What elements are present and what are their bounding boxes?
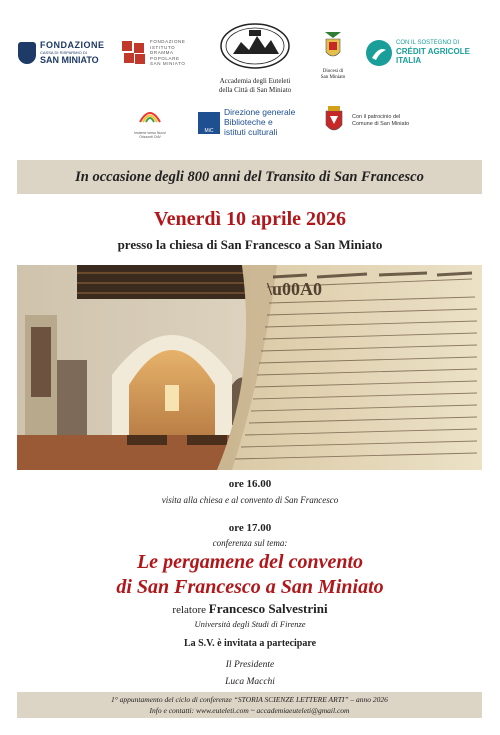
mic-line1: Direzione generale <box>224 107 296 118</box>
mic-line2: Biblioteche e <box>224 117 273 128</box>
president-name: Luca Macchi <box>225 677 275 687</box>
conference-title-line2: di San Francesco a San Miniato <box>116 576 384 598</box>
diocesi-line2: San Miniato <box>320 75 346 80</box>
footer-series: 1° appuntamento del ciclo di conferenze “STORIA SCIENZE LETTERE ARTI” – anno 2026 <box>111 695 388 704</box>
logo-comune <box>322 104 442 138</box>
visit-description: visita alla chiesa e al convento di San Francesco <box>161 495 339 505</box>
speaker-prefix: relatore <box>172 604 207 616</box>
event-date: Venerdì 10 aprile 2026 <box>153 208 347 230</box>
fsm-line3: SAN MINIATO <box>40 55 99 65</box>
conference-label: conferenza sul tema: <box>212 538 288 548</box>
occasion-text: In occasione degli 800 anni del Transito di San Francesco <box>75 168 424 185</box>
ca-line1: CON IL SOSTEGNO DI <box>396 40 460 47</box>
comune-line1: Con il patrocinio del <box>352 113 401 120</box>
speaker-line <box>0 601 500 617</box>
logo-diocesi <box>316 30 350 81</box>
shield-icon <box>18 42 36 64</box>
accademia-line1: Accademia degli Euteleti <box>219 77 291 85</box>
idi-line: FONDAZIONE <box>150 38 186 44</box>
insieme-text: Insieme verso Nuovi Orizzonti OdV <box>134 131 166 140</box>
logo-ministero-cultura <box>198 108 318 138</box>
diocese-crest-icon <box>321 30 345 64</box>
speaker-name: Francesco Salvestrini <box>208 601 328 616</box>
mic-badge: MiC <box>198 112 220 134</box>
conference-title-line1: Le pergamene del convento <box>136 551 364 573</box>
comune-crest-icon <box>322 105 346 137</box>
logo-fondazione-cassa-risparmio <box>18 38 108 68</box>
credit-agricole-icon <box>366 40 392 66</box>
comune-line2: Comune di San Miniato <box>352 121 410 127</box>
church-parchment-photo <box>17 265 482 470</box>
accademia-emblem-icon <box>219 20 291 70</box>
diocesi-line1: Diocesi di <box>322 69 344 74</box>
svg-text:\u00A0: \u00A0 <box>267 279 323 299</box>
fsm-line1: FONDAZIONE <box>40 40 105 50</box>
accademia-line2: della Città di San Miniato <box>218 86 292 95</box>
idi-line: ISTITUTO <box>150 44 176 50</box>
time-conference: ore 17.00 <box>228 522 272 534</box>
occasion-banner <box>17 160 482 194</box>
ca-line2: CRÉDIT AGRICOLE ITALIA <box>396 47 470 66</box>
invitation-text: La S.V. è invitata a partecipare <box>183 638 317 649</box>
fsm-line2: CASSA DI RISPARMIO DI <box>40 50 87 55</box>
idi-line: DRAMMA <box>150 50 174 56</box>
president-label: Il Presidente <box>225 660 275 670</box>
idi-line: POPOLARE <box>150 55 180 61</box>
logo-credit-agricole <box>366 38 482 68</box>
logo-insieme-odv <box>128 104 172 139</box>
idi-line: SAN MINIATO <box>150 61 186 67</box>
footer-contacts: Info e contatti: www.euteleti.com ~ accademiaeuteleti@gmail.com <box>149 706 350 715</box>
logo-accademia-euteleti <box>212 20 298 95</box>
insieme-mark-icon <box>137 104 163 126</box>
footer-banner <box>17 692 482 718</box>
event-place: presso la chiesa di San Francesco a San Miniato <box>117 237 383 252</box>
time-visit: ore 16.00 <box>228 478 272 490</box>
logo-fondazione-idi <box>122 38 200 68</box>
idi-mark-icon <box>122 41 146 65</box>
mic-line3: istituti culturali <box>224 126 278 137</box>
speaker-university: Università degli Studi di Firenze <box>194 619 306 629</box>
